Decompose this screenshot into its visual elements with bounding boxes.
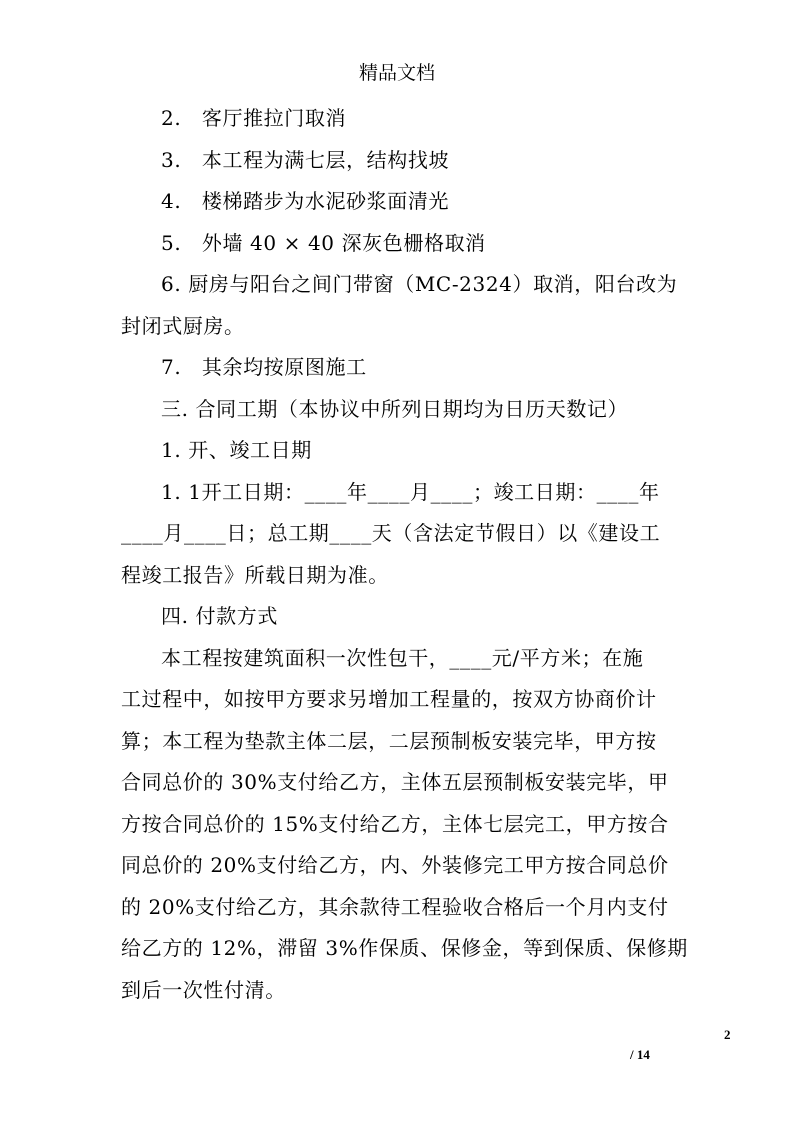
- paragraph-dates-line-2: ____月____日；总工期____天（含法定节假日）以《建设工: [121, 521, 661, 545]
- list-item-4: 4. 楼梯踏步为水泥砂浆面清光: [161, 189, 450, 213]
- paragraph-dates-line-3: 程竣工报告》所载日期为准。: [121, 563, 389, 587]
- paragraph-payment-line-4: 合同总价的 30%支付给乙方，主体五层预制板安装完毕，甲: [121, 770, 669, 794]
- paragraph-payment-line-3: 算；本工程为垫款主体二层，二层预制板安装完毕，甲方按: [121, 729, 657, 753]
- page-header-title: 精品文档: [358, 62, 435, 84]
- paragraph-payment-line-5: 方按合同总价的 15%支付给乙方，主体七层完工，甲方按合: [121, 812, 669, 836]
- paragraph-payment-line-9: 到后一次性付清。: [121, 978, 286, 1002]
- paragraph-payment-line-1: 本工程按建筑面积一次性包干，____元/平方米；在施: [161, 646, 644, 670]
- list-item-6: 6. 厨房与阳台之间门带窗（MC-2324）取消，阳台改为: [161, 272, 678, 296]
- list-item-3: 3. 本工程为满七层，结构找坡: [161, 148, 450, 172]
- paragraph-dates-line-1: 1. 1开工日期：____年____月____；竣工日期：____年: [161, 480, 660, 504]
- paragraph-payment-line-6: 同总价的 20%支付给乙方，内、外装修完工甲方按合同总价: [121, 853, 669, 877]
- paragraph-payment-line-2: 工过程中，如按甲方要求另增加工程量的，按双方协商价计: [121, 687, 657, 711]
- list-item-6-continued: 封闭式厨房。: [121, 314, 245, 338]
- page-total: / 14: [630, 1047, 650, 1062]
- list-item-2: 2. 客厅推拉门取消: [161, 106, 347, 130]
- subsection-heading-dates: 1. 开、竣工日期: [161, 438, 312, 462]
- section-heading-payment: 四. 付款方式: [161, 604, 278, 628]
- list-item-7: 7. 其余均按原图施工: [161, 355, 367, 379]
- paragraph-payment-line-8: 给乙方的 12%，滞留 3%作保质、保修金，等到保质、保修期: [121, 936, 688, 960]
- paragraph-payment-line-7: 的 20%支付给乙方，其余款待工程验收合格后一个月内支付: [121, 895, 669, 919]
- list-item-5: 5. 外墙 40 × 40 深灰色栅格取消: [161, 231, 486, 255]
- page-number: 2: [724, 1027, 731, 1042]
- section-heading-contract-period: 三. 合同工期（本协议中所列日期均为日历天数记）: [161, 397, 629, 421]
